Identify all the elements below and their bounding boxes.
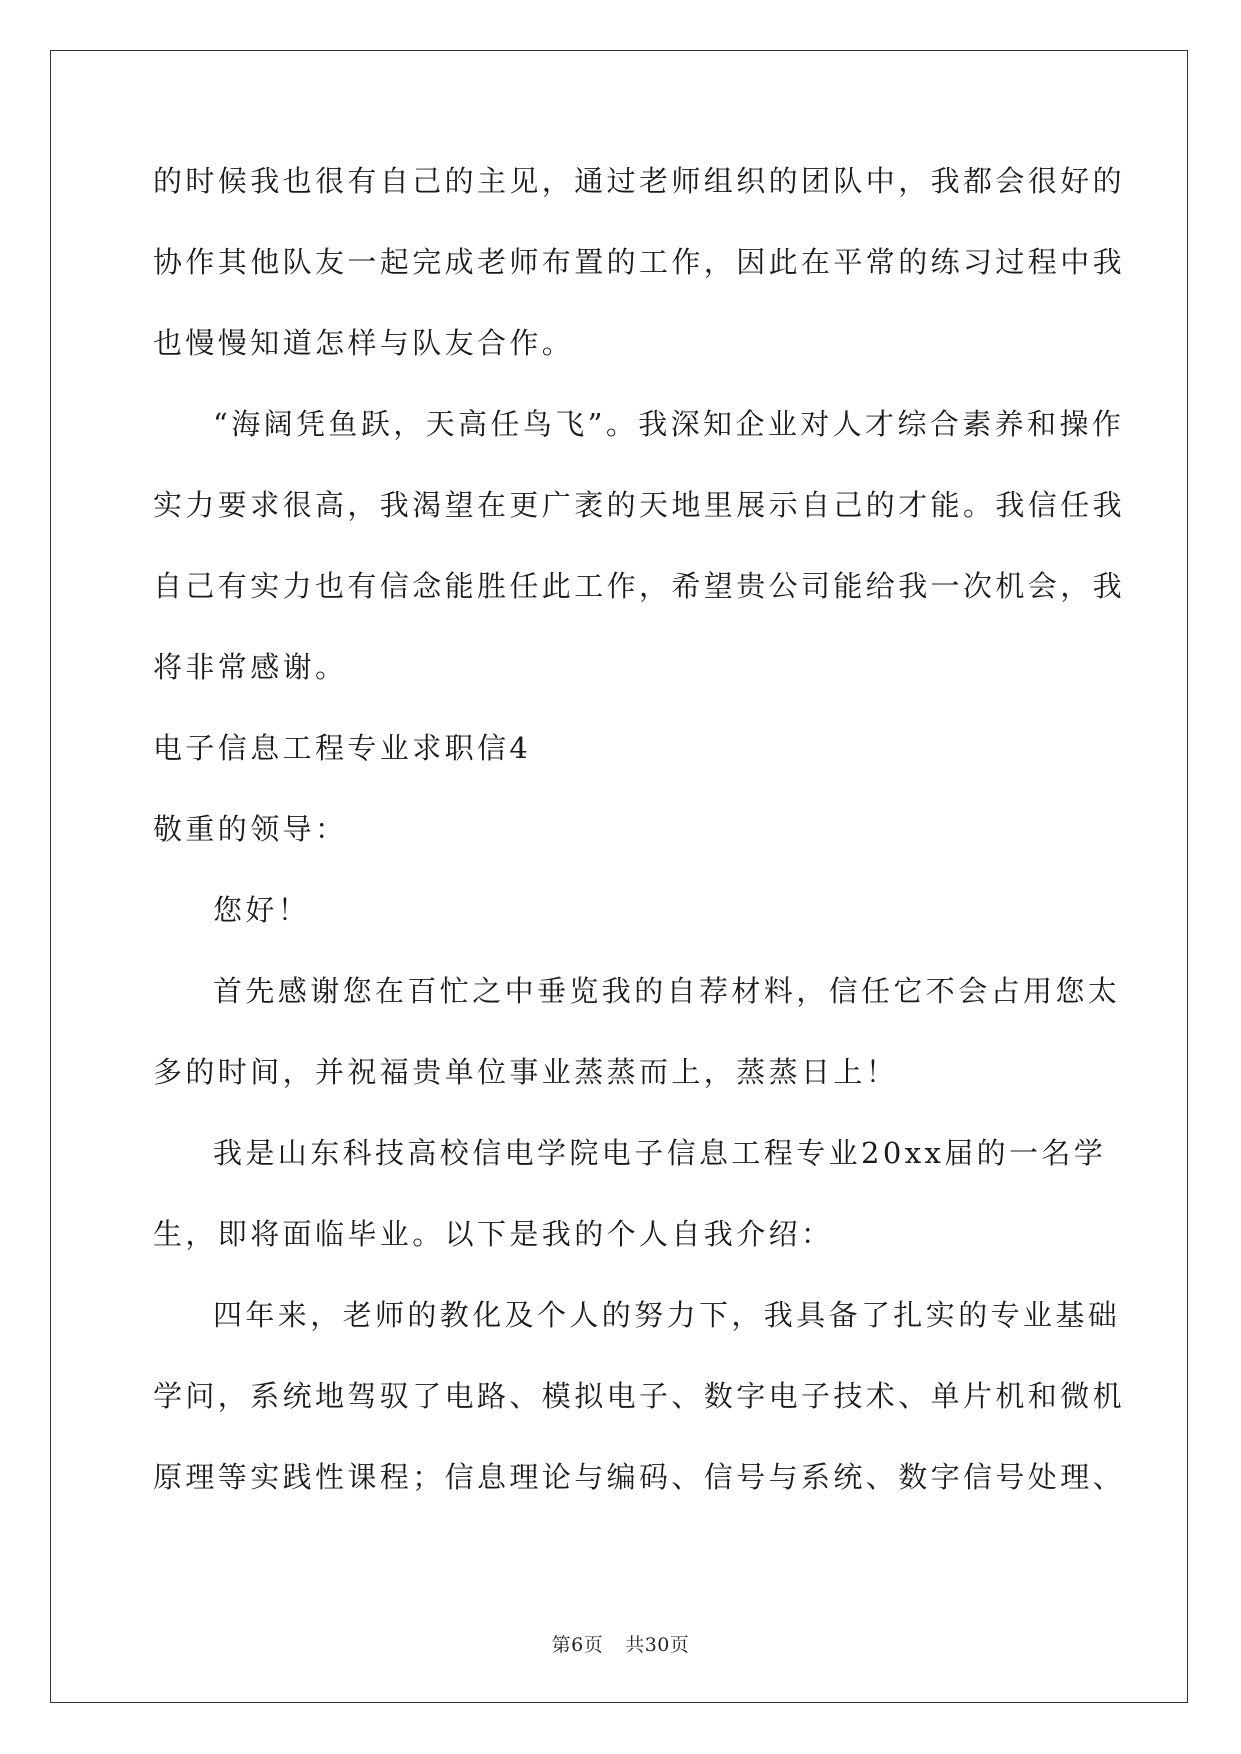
paragraph-start-line: 我是山东科技高校信电学院电子信息工程专业20xx届的一名学: [213, 1136, 1107, 1170]
body-line: 实力要求很高，我渴望在更广袤的天地里展示自己的才能。我信任我: [153, 488, 1126, 522]
greeting: 您好！: [213, 893, 311, 927]
body-line: 也慢慢知道怎样与队友合作。: [153, 326, 575, 360]
paragraph-start-line: 四年来，老师的教化及个人的努力下，我具备了扎实的专业基础: [213, 1298, 1121, 1332]
salutation: 敬重的领导：: [153, 812, 348, 846]
paragraph-start-line: 首先感谢您在百忙之中垂览我的自荐材料，信任它不会占用您太: [213, 974, 1121, 1008]
body-line: 生，即将面临毕业。以下是我的个人自我介绍：: [153, 1217, 834, 1251]
section-heading: 电子信息工程专业求职信4: [153, 731, 532, 765]
body-line: 协作其他队友一起完成老师布置的工作，因此在平常的练习过程中我: [153, 245, 1126, 279]
page-number: 第6页: [551, 1634, 604, 1656]
document-body: [153, 163, 1126, 1540]
page-footer: [0, 1630, 1241, 1657]
paragraph-start-line: “海阔凭鱼跃，天高任鸟飞”。我深知企业对人才综合素养和操作: [213, 407, 1125, 441]
body-line: 将非常感谢。: [153, 650, 348, 684]
page-total: 共30页: [625, 1634, 690, 1656]
body-line: 的时候我也很有自己的主见，通过老师组织的团队中，我都会很好的: [153, 164, 1126, 198]
body-line: 自己有实力也有信念能胜任此工作，希望贵公司能给我一次机会，我: [153, 569, 1126, 603]
body-line: 多的时间，并祝福贵单位事业蒸蒸而上，蒸蒸日上！: [153, 1055, 899, 1089]
body-line: 原理等实践性课程；信息理论与编码、信号与系统、数字信号处理、: [153, 1460, 1126, 1494]
body-line: 学问，系统地驾驭了电路、模拟电子、数字电子技术、单片机和微机: [153, 1379, 1126, 1413]
